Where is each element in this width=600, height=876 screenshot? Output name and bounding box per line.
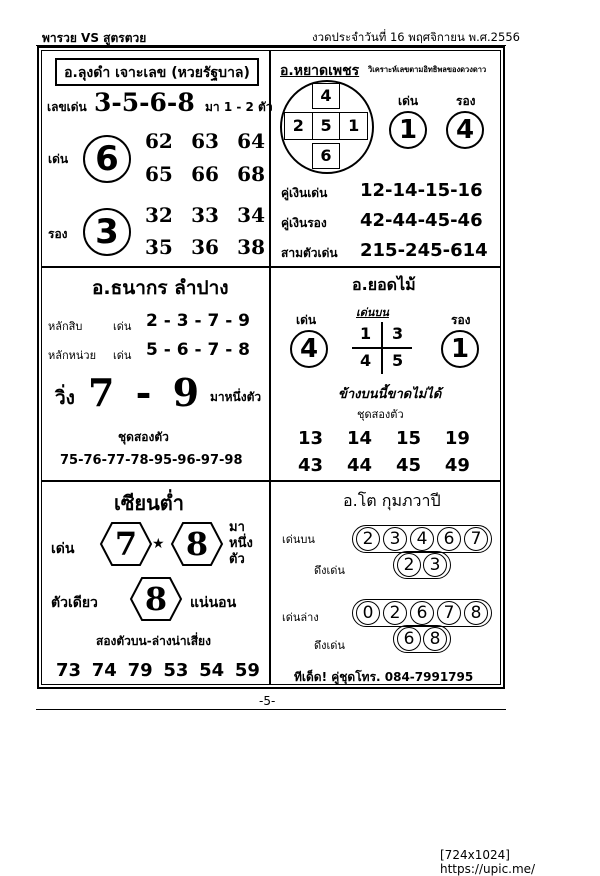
q2-grid-cell: 2	[284, 112, 313, 140]
q1-sub-row2	[145, 235, 265, 259]
q6-bottom-digit: 6	[410, 601, 434, 625]
q1-sub-row1-item: 32	[145, 203, 173, 227]
q4-cross-cell: 5	[392, 351, 404, 370]
q6-top-pull-label: ดึงเด่น	[314, 564, 345, 577]
q5-side-note-line: มา	[229, 520, 245, 535]
q3-pair-value: 75-76-77-78-95-96-97-98	[60, 453, 243, 468]
header-right: งวดประจำวันที่ 16 พฤศจิกายน พ.ศ.2556	[312, 30, 520, 44]
q6-title: อ.โต กุมภวาปี	[343, 491, 441, 510]
q1-main-row2-item: 65	[145, 162, 173, 186]
q5-risk-item: 59	[234, 660, 260, 681]
q4-pair-item: 19	[444, 428, 470, 449]
q1-sub-row2-item: 36	[191, 235, 219, 259]
q1-sub-row1-item: 34	[237, 203, 265, 227]
q5-single-label: ตัวเดียว	[51, 595, 98, 611]
q1-lead-digits: 3-5-6-8	[94, 88, 195, 117]
q5-hex1: 7	[114, 525, 138, 563]
q2-grid-top: 4	[312, 83, 340, 109]
q5-risk-label: สองตัวบน-ล่างน่าเสี่ยง	[96, 634, 211, 648]
q5-single-digit: 8	[144, 580, 168, 618]
q2-sub-label: รอง	[456, 94, 476, 108]
q4-sub-label: รอง	[451, 313, 471, 327]
q2-grid-cell: 5	[313, 112, 341, 140]
q3-run-value: 7 - 9	[88, 370, 204, 415]
q1-main-row2-item: 68	[237, 162, 265, 186]
q3-tens-value: 2 - 3 - 7 - 9	[146, 311, 250, 331]
q4-cross-cell: 1	[360, 324, 372, 343]
q3-units-value: 5 - 6 - 7 - 8	[146, 340, 250, 360]
q4-cross-horizontal	[352, 347, 412, 349]
q6-bottom-pull-digit: 8	[423, 627, 447, 651]
q6-top-pull	[397, 553, 447, 577]
q5-risk-item: 79	[127, 660, 153, 681]
center-divider	[269, 50, 271, 685]
page-number: -5-	[259, 694, 276, 708]
q1-sub-row1-item: 33	[191, 203, 219, 227]
q1-sub-row2-item: 38	[237, 235, 265, 259]
q4-pair-item: 49	[444, 455, 470, 476]
q6-contact: ทีเด็ด! คู่ชุดโทร. 084-7991795	[294, 670, 474, 684]
q5-main-label: เด่น	[51, 541, 75, 557]
q6-bottom-pull-digit: 6	[397, 627, 421, 651]
q3-run-note: มาหนึ่งตัว	[210, 390, 262, 404]
q1-main-row2-item: 66	[191, 162, 219, 186]
q2-row1-label: คู่เงินเด่น	[281, 186, 328, 200]
q1-sub-digit: 3	[83, 208, 131, 256]
q6-bottom-digit: 8	[464, 601, 488, 625]
q6-top-digits	[356, 527, 488, 551]
q4-pair-item: 14	[346, 428, 373, 449]
q4-cross-cell: 3	[392, 324, 404, 343]
q5-risk-item: 74	[91, 660, 117, 681]
row-divider-1	[41, 266, 501, 268]
q2-main-digit: 1	[389, 111, 427, 149]
q2-row1-value: 12-14-15-16	[360, 180, 483, 201]
q3-tens-sub: เด่น	[113, 320, 132, 333]
q6-bottom-digit: 2	[383, 601, 407, 625]
q3-run-label: วิ่ง	[55, 387, 75, 409]
q6-top-digit: 4	[410, 527, 434, 551]
q6-top-digit: 6	[437, 527, 461, 551]
q6-top-pull-digit: 3	[423, 553, 447, 577]
q6-bottom-label: เด่นล่าง	[282, 611, 319, 624]
q4-sub-digit: 1	[441, 330, 479, 368]
q6-bottom-pull-label: ดึงเด่น	[314, 639, 345, 652]
q4-note: ข้างบนนี้ขาดไม่ได้	[338, 387, 442, 402]
q2-subtitle: วิเคราะห์เลขตามอิทธิพลของดวงดาว	[368, 65, 487, 74]
q5-side-note-line: ตัว	[229, 552, 245, 567]
q4-pairs-row1	[298, 428, 470, 449]
q6-bottom-digit: 7	[437, 601, 461, 625]
q3-units-label: หลักหน่วย	[48, 349, 97, 362]
q2-grid-cell: 1	[340, 112, 368, 140]
q1-sub-label: รอง	[48, 227, 68, 241]
q6-top-pull-digit: 2	[397, 553, 421, 577]
q4-pair-item: 43	[298, 455, 324, 476]
q1-sub-row1	[145, 203, 265, 227]
q5-single-note: แน่นอน	[190, 595, 237, 611]
q2-row2-label: คู่เงินรอง	[281, 216, 327, 230]
q5-side-note	[229, 520, 253, 568]
q2-title: อ.หยาดเพชร	[280, 63, 360, 79]
q1-sub-row2-item: 35	[145, 235, 173, 259]
q6-top-digit: 2	[356, 527, 380, 551]
q2-grid-middle	[284, 112, 368, 140]
q6-bottom-pull	[397, 627, 447, 651]
q1-main-row1-item: 62	[145, 129, 173, 153]
q6-bottom-digit: 0	[356, 601, 380, 625]
q1-main-row1	[145, 129, 265, 153]
q4-pair-item: 44	[346, 455, 373, 476]
q3-tens-label: หลักสิบ	[48, 320, 83, 333]
q4-main-label: เด่น	[296, 313, 317, 327]
q3-units-sub: เด่น	[113, 349, 132, 362]
q3-pair-label: ชุดสองตัว	[118, 430, 169, 444]
q4-cross-cell: 4	[360, 351, 372, 370]
q1-main-label: เด่น	[48, 152, 69, 166]
q4-pair-item: 13	[298, 428, 324, 449]
q4-cross	[352, 322, 412, 374]
q5-hex2: 8	[185, 525, 209, 563]
q2-row3-value: 215-245-614	[360, 240, 488, 261]
q4-pair-item: 15	[395, 428, 421, 449]
q1-main-digit: 6	[83, 135, 131, 183]
q6-top-digit: 7	[464, 527, 488, 551]
q2-row3-label: สามตัวเด่น	[281, 246, 338, 260]
q5-side-note-line: หนึ่ง	[229, 536, 253, 551]
q5-title: เซียนต่ำ	[114, 491, 185, 515]
footer-rule	[36, 709, 506, 710]
q6-top-digit: 3	[383, 527, 407, 551]
star-icon: ★	[152, 536, 165, 552]
q1-title: อ.ลุงดำ เจาะเลข (หวยรัฐบาล)	[55, 58, 259, 86]
row-divider-2	[41, 480, 501, 482]
q3-title: อ.ธนากร ลำปาง	[92, 277, 229, 299]
q4-title: อ.ยอดไม้	[352, 275, 416, 294]
q1-lead-note: มา 1 - 2 ตัว	[205, 100, 273, 114]
q2-sub-digit: 4	[446, 111, 484, 149]
q5-risk-item: 53	[163, 660, 189, 681]
q5-risk-item: 54	[199, 660, 225, 681]
q2-main-label: เด่น	[398, 94, 419, 108]
q6-bottom-digits	[356, 601, 488, 625]
q4-center-label: เด่นบน	[356, 306, 389, 319]
watermark: [724x1024] https://upic.me/	[440, 848, 600, 876]
q4-pair-label: ชุดสองตัว	[357, 408, 404, 421]
q1-main-row1-item: 63	[191, 129, 219, 153]
q4-main-digit: 4	[290, 330, 328, 368]
q1-lead-label: เลขเด่น	[47, 100, 87, 114]
q4-pairs-row2	[298, 455, 470, 476]
q6-top-label: เด่นบน	[282, 533, 315, 546]
header-left: พารวย VS สูตรตวย	[42, 31, 147, 45]
q4-pair-item: 45	[395, 455, 421, 476]
q2-row2-value: 42-44-45-46	[360, 210, 483, 231]
q5-risk-item: 73	[56, 660, 82, 681]
q5-risk-values	[56, 660, 260, 681]
q1-main-row2	[145, 162, 265, 186]
q1-main-row1-item: 64	[237, 129, 265, 153]
q2-grid-bottom: 6	[312, 143, 340, 169]
